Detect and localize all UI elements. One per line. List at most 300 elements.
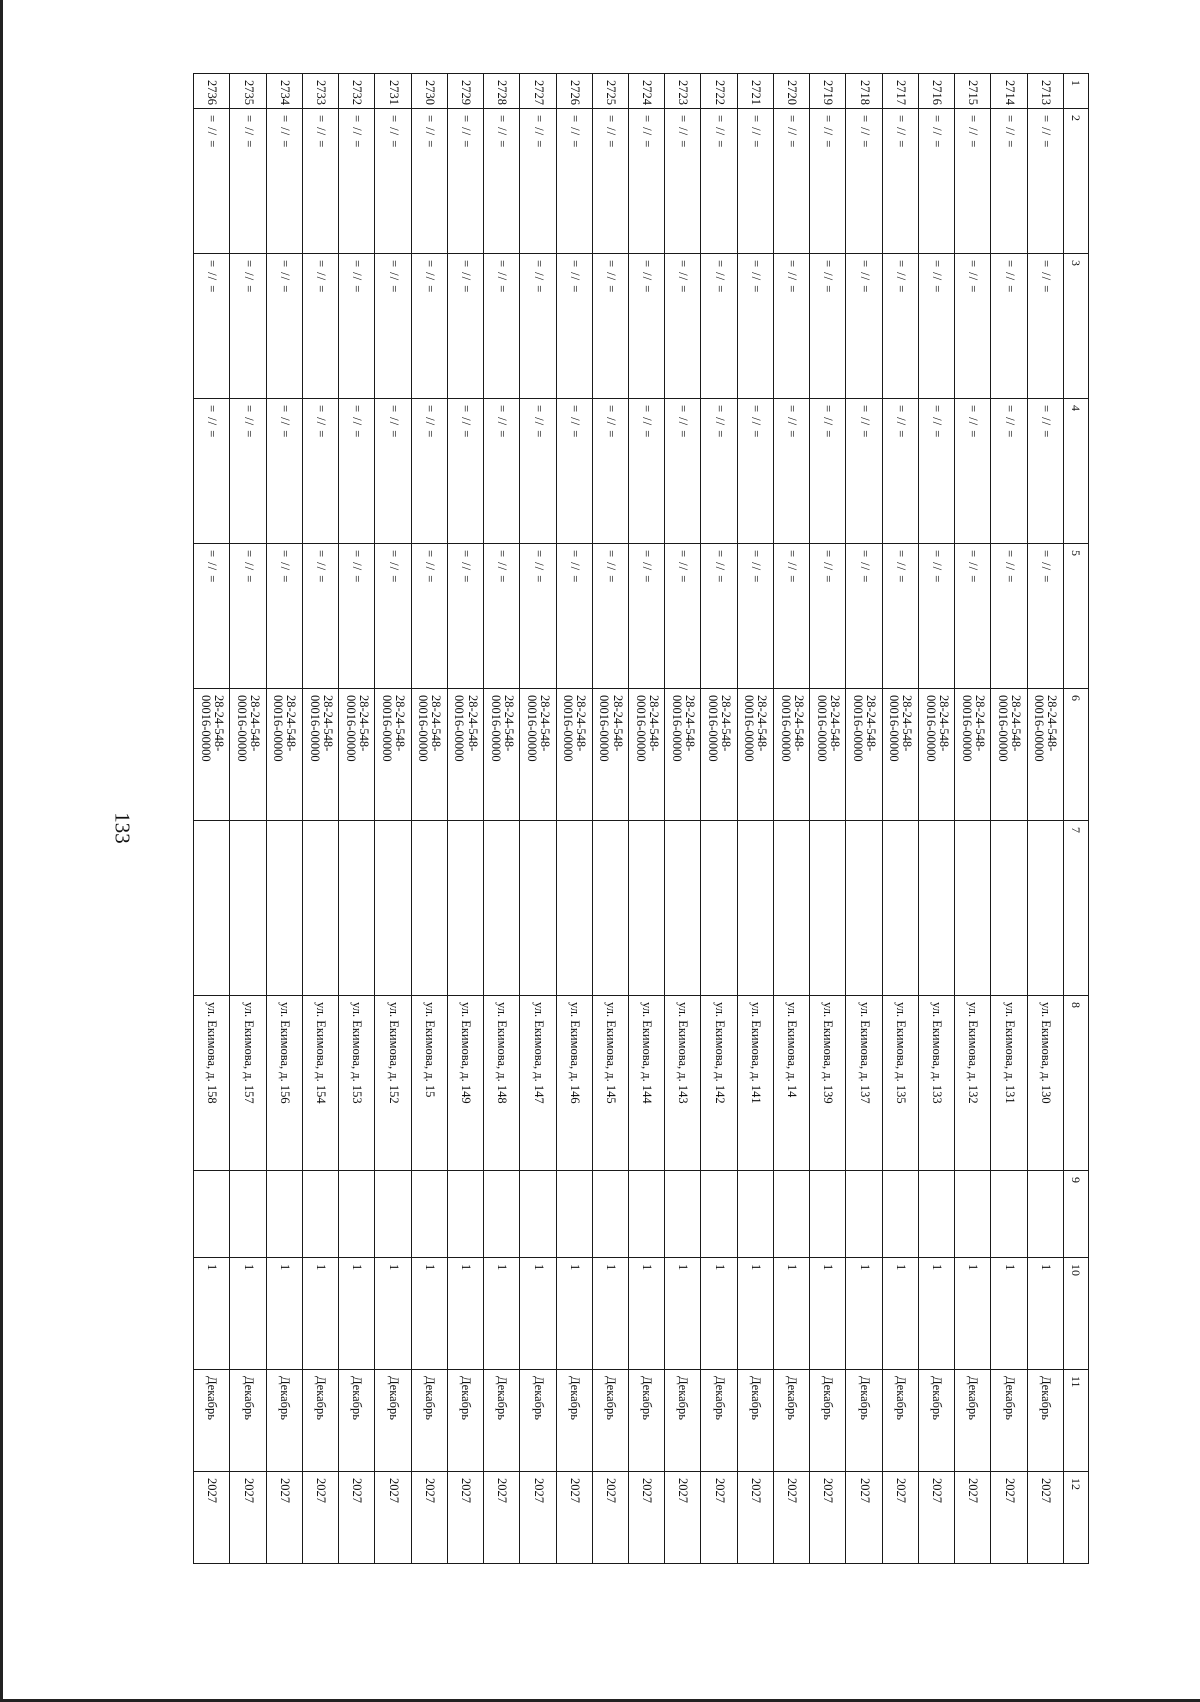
ditto-mark: = // = [737, 544, 773, 689]
cadastral-number-part1: 28-24-548- [755, 695, 770, 752]
column-number-5: 5 [1063, 544, 1088, 689]
empty-cell [991, 821, 1027, 996]
row-number: 2716 [918, 74, 954, 109]
cadastral-number [810, 689, 846, 821]
ditto-mark: = // = [665, 399, 701, 544]
address: ул. Екимова, д. 158 [194, 996, 230, 1171]
address: ул. Екимова, д. 153 [339, 996, 375, 1171]
page-number: 133 [110, 812, 135, 844]
cadastral-number-part1: 28-24-548- [465, 695, 480, 752]
ditto-mark: = // = [1027, 109, 1063, 254]
cadastral-number-part1: 28-24-548- [610, 695, 625, 752]
cadastral-number-part2: 00016-00000 [271, 695, 286, 762]
cadastral-number-part2: 00016-00000 [1032, 695, 1047, 762]
address: ул. Екимова, д. 147 [520, 996, 556, 1171]
row-number: 2732 [339, 74, 375, 109]
cadastral-number [520, 689, 556, 821]
cadastral-number-part2: 00016-00000 [706, 695, 721, 762]
ditto-mark: = // = [629, 109, 665, 254]
column-number-6: 6 [1063, 689, 1088, 821]
month: Декабрь [737, 1370, 773, 1472]
address: ул. Екимова, д. 149 [447, 996, 483, 1171]
cadastral-number-part1: 28-24-548- [429, 695, 444, 752]
cadastral-number [484, 689, 520, 821]
ditto-mark: = // = [882, 399, 918, 544]
column-number-2: 2 [1063, 109, 1088, 254]
column-number-11: 11 [1063, 1370, 1088, 1472]
cadastral-number [411, 689, 447, 821]
year: 2027 [447, 1472, 483, 1564]
ditto-mark: = // = [302, 544, 338, 689]
scan-border-left [0, 0, 3, 1702]
cadastral-number-part1: 28-24-548- [356, 695, 371, 752]
empty-cell [520, 821, 556, 996]
cadastral-number-part2: 00016-00000 [923, 695, 938, 762]
year: 2027 [520, 1472, 556, 1564]
cadastral-number-part1: 28-24-548- [248, 695, 263, 752]
address: ул. Екимова, д. 133 [918, 996, 954, 1171]
ditto-mark: = // = [846, 399, 882, 544]
cadastral-number [665, 689, 701, 821]
table-row [266, 74, 302, 1564]
ditto-mark: = // = [918, 544, 954, 689]
cadastral-number-part2: 00016-00000 [959, 695, 974, 762]
quantity: 1 [665, 1258, 701, 1370]
month: Декабрь [339, 1370, 375, 1472]
ditto-mark: = // = [339, 109, 375, 254]
cadastral-number-part2: 00016-00000 [669, 695, 684, 762]
ditto-mark: = // = [266, 254, 302, 399]
quantity: 1 [629, 1258, 665, 1370]
ditto-mark: = // = [484, 109, 520, 254]
quantity: 1 [411, 1258, 447, 1370]
quantity: 1 [230, 1258, 266, 1370]
cadastral-number [375, 689, 411, 821]
row-number: 2720 [773, 74, 809, 109]
month: Декабрь [266, 1370, 302, 1472]
month: Декабрь [230, 1370, 266, 1472]
empty-cell [1027, 1171, 1063, 1258]
cadastral-number [773, 689, 809, 821]
quantity: 1 [375, 1258, 411, 1370]
quantity: 1 [810, 1258, 846, 1370]
cadastral-number-part2: 00016-00000 [851, 695, 866, 762]
cadastral-number-part1: 28-24-548- [646, 695, 661, 752]
empty-cell [991, 1171, 1027, 1258]
ditto-mark: = // = [520, 254, 556, 399]
ditto-mark: = // = [810, 109, 846, 254]
year: 2027 [1027, 1472, 1063, 1564]
cadastral-number-part1: 28-24-548- [1045, 695, 1060, 752]
row-number: 2735 [230, 74, 266, 109]
row-number: 2728 [484, 74, 520, 109]
address: ул. Екимова, д. 137 [846, 996, 882, 1171]
ditto-mark: = // = [810, 544, 846, 689]
ditto-mark: = // = [447, 399, 483, 544]
table-row [629, 74, 665, 1564]
table-row [230, 74, 266, 1564]
ditto-mark: = // = [737, 399, 773, 544]
ditto-mark: = // = [955, 544, 991, 689]
cadastral-number [955, 689, 991, 821]
address: ул. Екимова, д. 152 [375, 996, 411, 1171]
row-number: 2734 [266, 74, 302, 109]
table-row [556, 74, 592, 1564]
cadastral-number-part2: 00016-00000 [235, 695, 250, 762]
month: Декабрь [991, 1370, 1027, 1472]
cadastral-number-part1: 28-24-548- [683, 695, 698, 752]
table-row [991, 74, 1027, 1564]
ditto-mark: = // = [882, 254, 918, 399]
cadastral-number-part2: 00016-00000 [343, 695, 358, 762]
ditto-mark: = // = [1027, 544, 1063, 689]
cadastral-number-part1: 28-24-548- [827, 695, 842, 752]
ditto-mark: = // = [339, 399, 375, 544]
ditto-mark: = // = [665, 544, 701, 689]
row-number: 2724 [629, 74, 665, 109]
ditto-mark: = // = [955, 109, 991, 254]
ditto-mark: = // = [375, 109, 411, 254]
ditto-mark: = // = [918, 399, 954, 544]
address: ул. Екимова, д. 14 [773, 996, 809, 1171]
empty-cell [266, 1171, 302, 1258]
cadastral-number-part2: 00016-00000 [996, 695, 1010, 762]
table-row [194, 74, 230, 1564]
empty-cell [773, 821, 809, 996]
month: Декабрь [302, 1370, 338, 1472]
table-row [447, 74, 483, 1564]
cadastral-number [592, 689, 628, 821]
empty-cell [918, 1171, 954, 1258]
ditto-mark: = // = [375, 399, 411, 544]
ditto-mark: = // = [701, 399, 737, 544]
cadastral-number [882, 689, 918, 821]
year: 2027 [556, 1472, 592, 1564]
table-row [810, 74, 846, 1564]
empty-cell [266, 821, 302, 996]
table-row [737, 74, 773, 1564]
empty-cell [882, 821, 918, 996]
month: Декабрь [194, 1370, 230, 1472]
ditto-mark: = // = [773, 254, 809, 399]
empty-cell [194, 1171, 230, 1258]
month: Декабрь [918, 1370, 954, 1472]
row-number: 2726 [556, 74, 592, 109]
month: Декабрь [592, 1370, 628, 1472]
year: 2027 [375, 1472, 411, 1564]
ditto-mark: = // = [773, 399, 809, 544]
empty-cell [302, 821, 338, 996]
table-body [194, 74, 1089, 1564]
quantity: 1 [701, 1258, 737, 1370]
ditto-mark: = // = [556, 544, 592, 689]
cadastral-number [846, 689, 882, 821]
row-number: 2736 [194, 74, 230, 109]
cadastral-number-part2: 00016-00000 [198, 695, 213, 762]
ditto-mark: = // = [520, 399, 556, 544]
month: Декабрь [701, 1370, 737, 1472]
empty-cell [230, 1171, 266, 1258]
table-row [1027, 74, 1063, 1564]
cadastral-number-part2: 00016-00000 [814, 695, 829, 762]
cadastral-number-part2: 00016-00000 [488, 695, 503, 762]
empty-cell [484, 1171, 520, 1258]
ditto-mark: = // = [520, 544, 556, 689]
table-row [592, 74, 628, 1564]
cadastral-number [230, 689, 266, 821]
quantity: 1 [266, 1258, 302, 1370]
table-row [918, 74, 954, 1564]
empty-cell [447, 821, 483, 996]
empty-cell [339, 1171, 375, 1258]
year: 2027 [773, 1472, 809, 1564]
quantity: 1 [882, 1258, 918, 1370]
address: ул. Екимова, д. 157 [230, 996, 266, 1171]
table-row [375, 74, 411, 1564]
row-number: 2723 [665, 74, 701, 109]
ditto-mark: = // = [846, 109, 882, 254]
ditto-mark: = // = [701, 544, 737, 689]
empty-cell [556, 1171, 592, 1258]
quantity: 1 [1027, 1258, 1063, 1370]
empty-cell [1027, 821, 1063, 996]
ditto-mark: = // = [230, 544, 266, 689]
cadastral-number [1027, 689, 1063, 821]
cadastral-number-part1: 28-24-548- [791, 695, 806, 752]
empty-cell [955, 821, 991, 996]
empty-cell [592, 1171, 628, 1258]
rotated-table-container [193, 73, 1089, 1563]
year: 2027 [846, 1472, 882, 1564]
empty-cell [411, 1171, 447, 1258]
empty-cell [918, 821, 954, 996]
empty-cell [592, 821, 628, 996]
column-number-9: 9 [1063, 1171, 1088, 1258]
empty-cell [556, 821, 592, 996]
quantity: 1 [556, 1258, 592, 1370]
empty-cell [194, 821, 230, 996]
month: Декабрь [665, 1370, 701, 1472]
ditto-mark: = // = [411, 544, 447, 689]
empty-cell [411, 821, 447, 996]
month: Декабрь [520, 1370, 556, 1472]
ditto-mark: = // = [773, 544, 809, 689]
row-number: 2722 [701, 74, 737, 109]
empty-cell [375, 1171, 411, 1258]
year: 2027 [194, 1472, 230, 1564]
year: 2027 [991, 1472, 1027, 1564]
ditto-mark: = // = [955, 399, 991, 544]
cadastral-number [302, 689, 338, 821]
ditto-mark: = // = [266, 544, 302, 689]
quantity: 1 [846, 1258, 882, 1370]
cadastral-number [918, 689, 954, 821]
cadastral-number [339, 689, 375, 821]
ditto-mark: = // = [882, 544, 918, 689]
month: Декабрь [773, 1370, 809, 1472]
empty-cell [230, 821, 266, 996]
ditto-mark: = // = [194, 254, 230, 399]
column-number-7: 7 [1063, 821, 1088, 996]
table-row [846, 74, 882, 1564]
ditto-mark: = // = [701, 254, 737, 399]
column-number-header [1063, 74, 1088, 1564]
address: ул. Екимова, д. 141 [737, 996, 773, 1171]
ditto-mark: = // = [592, 254, 628, 399]
quantity: 1 [955, 1258, 991, 1370]
table-row [665, 74, 701, 1564]
month: Декабрь [447, 1370, 483, 1472]
year: 2027 [339, 1472, 375, 1564]
cadastral-number [629, 689, 665, 821]
empty-cell [484, 821, 520, 996]
ditto-mark: = // = [991, 109, 1027, 254]
cadastral-number [447, 689, 483, 821]
year: 2027 [629, 1472, 665, 1564]
empty-cell [955, 1171, 991, 1258]
address: ул. Екимова, д. 146 [556, 996, 592, 1171]
ditto-mark: = // = [230, 399, 266, 544]
ditto-mark: = // = [484, 544, 520, 689]
register-table [193, 73, 1089, 1564]
month: Декабрь [556, 1370, 592, 1472]
quantity: 1 [991, 1258, 1027, 1370]
ditto-mark: = // = [991, 254, 1027, 399]
cadastral-number [556, 689, 592, 821]
cadastral-number-part1: 28-24-548- [1009, 695, 1024, 752]
empty-cell [737, 1171, 773, 1258]
cadastral-number-part1: 28-24-548- [538, 695, 553, 752]
ditto-mark: = // = [629, 399, 665, 544]
column-number-8: 8 [1063, 996, 1088, 1171]
cadastral-number-part2: 00016-00000 [597, 695, 612, 762]
empty-cell [665, 1171, 701, 1258]
column-number-1: 1 [1063, 74, 1088, 109]
year: 2027 [955, 1472, 991, 1564]
ditto-mark: = // = [411, 399, 447, 544]
cadastral-number-part1: 28-24-548- [972, 695, 987, 752]
ditto-mark: = // = [737, 109, 773, 254]
empty-cell [810, 821, 846, 996]
ditto-mark: = // = [447, 254, 483, 399]
ditto-mark: = // = [194, 399, 230, 544]
month: Декабрь [629, 1370, 665, 1472]
row-number: 2717 [882, 74, 918, 109]
empty-cell [846, 1171, 882, 1258]
ditto-mark: = // = [194, 109, 230, 254]
empty-cell [773, 1171, 809, 1258]
table-row [484, 74, 520, 1564]
row-number: 2725 [592, 74, 628, 109]
ditto-mark: = // = [773, 109, 809, 254]
year: 2027 [665, 1472, 701, 1564]
ditto-mark: = // = [375, 254, 411, 399]
cadastral-number-part2: 00016-00000 [633, 695, 648, 762]
ditto-mark: = // = [918, 109, 954, 254]
row-number: 2733 [302, 74, 338, 109]
address: ул. Екимова, д. 142 [701, 996, 737, 1171]
cadastral-number-part1: 28-24-548- [501, 695, 516, 752]
ditto-mark: = // = [266, 109, 302, 254]
year: 2027 [592, 1472, 628, 1564]
ditto-mark: = // = [846, 254, 882, 399]
quantity: 1 [773, 1258, 809, 1370]
ditto-mark: = // = [882, 109, 918, 254]
empty-cell [701, 821, 737, 996]
row-number: 2715 [955, 74, 991, 109]
address: ул. Екимова, д. 139 [810, 996, 846, 1171]
quantity: 1 [302, 1258, 338, 1370]
ditto-mark: = // = [484, 254, 520, 399]
quantity: 1 [592, 1258, 628, 1370]
cadastral-number-part1: 28-24-548- [719, 695, 734, 752]
table-row [701, 74, 737, 1564]
year: 2027 [302, 1472, 338, 1564]
table-row [411, 74, 447, 1564]
ditto-mark: = // = [411, 109, 447, 254]
ditto-mark: = // = [810, 254, 846, 399]
ditto-mark: = // = [556, 399, 592, 544]
ditto-mark: = // = [411, 254, 447, 399]
ditto-mark: = // = [991, 544, 1027, 689]
month: Декабрь [411, 1370, 447, 1472]
month: Декабрь [484, 1370, 520, 1472]
cadastral-number-part2: 00016-00000 [380, 695, 395, 762]
address: ул. Екимова, д. 15 [411, 996, 447, 1171]
month: Декабрь [882, 1370, 918, 1472]
ditto-mark: = // = [592, 109, 628, 254]
address: ул. Екимова, д. 154 [302, 996, 338, 1171]
cadastral-number-part1: 28-24-548- [864, 695, 879, 752]
ditto-mark: = // = [447, 544, 483, 689]
empty-cell [302, 1171, 338, 1258]
ditto-mark: = // = [302, 399, 338, 544]
empty-cell [810, 1171, 846, 1258]
quantity: 1 [447, 1258, 483, 1370]
ditto-mark: = // = [447, 109, 483, 254]
cadastral-number-part2: 00016-00000 [307, 695, 322, 762]
cadastral-number-part2: 00016-00000 [561, 695, 576, 762]
table-row [882, 74, 918, 1564]
year: 2027 [810, 1472, 846, 1564]
month: Декабрь [810, 1370, 846, 1472]
cadastral-number [266, 689, 302, 821]
address: ул. Екимова, д. 144 [629, 996, 665, 1171]
address: ул. Екимова, д. 148 [484, 996, 520, 1171]
column-number-3: 3 [1063, 254, 1088, 399]
empty-cell [520, 1171, 556, 1258]
cadastral-number-part2: 00016-00000 [887, 695, 902, 762]
row-number: 2713 [1027, 74, 1063, 109]
quantity: 1 [918, 1258, 954, 1370]
quantity: 1 [737, 1258, 773, 1370]
year: 2027 [484, 1472, 520, 1564]
cadastral-number [991, 689, 1027, 821]
ditto-mark: = // = [846, 544, 882, 689]
cadastral-number-part2: 00016-00000 [524, 695, 539, 762]
ditto-mark: = // = [266, 399, 302, 544]
quantity: 1 [339, 1258, 375, 1370]
empty-cell [629, 821, 665, 996]
empty-cell [846, 821, 882, 996]
quantity: 1 [520, 1258, 556, 1370]
table-row [955, 74, 991, 1564]
ditto-mark: = // = [302, 109, 338, 254]
address: ул. Екимова, д. 135 [882, 996, 918, 1171]
cadastral-number [737, 689, 773, 821]
ditto-mark: = // = [302, 254, 338, 399]
column-number-10: 10 [1063, 1258, 1088, 1370]
